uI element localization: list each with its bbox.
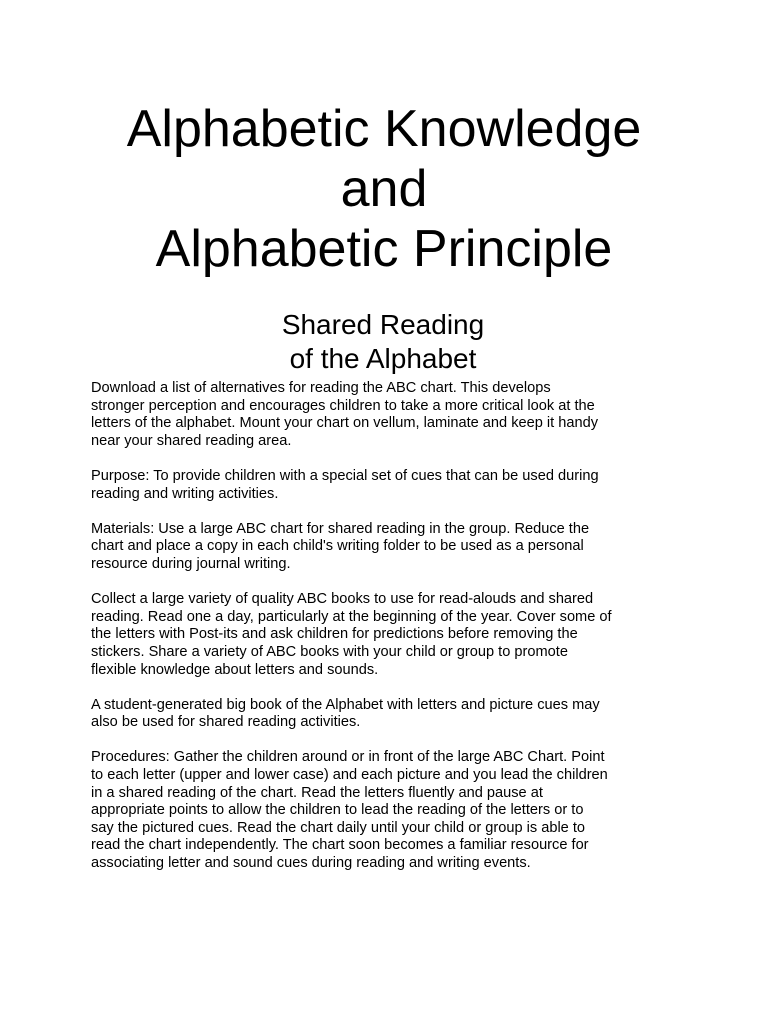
page-title <box>0 99 768 279</box>
text-line: reading and writing activities. <box>91 485 279 502</box>
paragraph-big-book <box>91 697 651 732</box>
text-line: associating letter and sound cues during reading and writing events. <box>91 855 531 872</box>
text-line: reading. Read one a day, particularly at the beginning of the year. Cover some of <box>91 608 612 625</box>
paragraph-abc-books <box>91 591 651 679</box>
text-line: read the chart independently. The chart soon becomes a familiar resource for <box>91 837 589 854</box>
subtitle-line: Shared Reading <box>281 309 485 340</box>
text-line: appropriate points to allow the children to lead the reading of the letters or to <box>91 802 584 819</box>
text-line: Procedures: Gather the children around or in front of the large ABC Chart. Point <box>91 749 605 766</box>
text-line: the letters with Post-its and ask children for predictions before removing the <box>91 626 578 643</box>
title-line: and <box>340 160 428 218</box>
text-line: flexible knowledge about letters and sounds. <box>91 661 379 678</box>
title-line: Alphabetic Knowledge <box>126 100 642 158</box>
text-line: also be used for shared reading activities. <box>91 714 361 731</box>
body-text <box>91 380 651 890</box>
text-line: chart and place a copy in each child's writing folder to be used as a personal <box>91 538 584 555</box>
text-line: Materials: Use a large ABC chart for shared reading in the group. Reduce the <box>91 520 590 537</box>
paragraph-procedures <box>91 749 651 872</box>
text-line: near your shared reading area. <box>91 432 292 449</box>
text-line: letters of the alphabet. Mount your chart on vellum, laminate and keep it handy <box>91 415 599 432</box>
title-line: Alphabetic Principle <box>155 220 613 278</box>
text-line: A student-generated big book of the Alphabet with letters and picture cues may <box>91 696 600 713</box>
text-line: resource during journal writing. <box>91 555 291 572</box>
subtitle-line: of the Alphabet <box>289 343 477 374</box>
text-line: stronger perception and encourages children to take a more critical look at the <box>91 397 595 414</box>
paragraph-purpose <box>91 468 651 503</box>
text-line: say the pictured cues. Read the chart daily until your child or group is able to <box>91 819 586 836</box>
text-line: Download a list of alternatives for reading the ABC chart. This develops <box>91 380 551 396</box>
text-line: Purpose: To provide children with a special set of cues that can be used during <box>91 467 599 484</box>
text-line: in a shared reading of the chart. Read the letters fluently and pause at <box>91 784 543 801</box>
text-line: stickers. Share a variety of ABC books with your child or group to promote <box>91 643 568 660</box>
section-subtitle <box>0 308 766 376</box>
text-line: to each letter (upper and lower case) and each picture and you lead the children <box>91 767 608 784</box>
paragraph-intro <box>91 380 651 450</box>
paragraph-materials <box>91 521 651 574</box>
text-line: Collect a large variety of quality ABC books to use for read-alouds and shared <box>91 591 594 608</box>
